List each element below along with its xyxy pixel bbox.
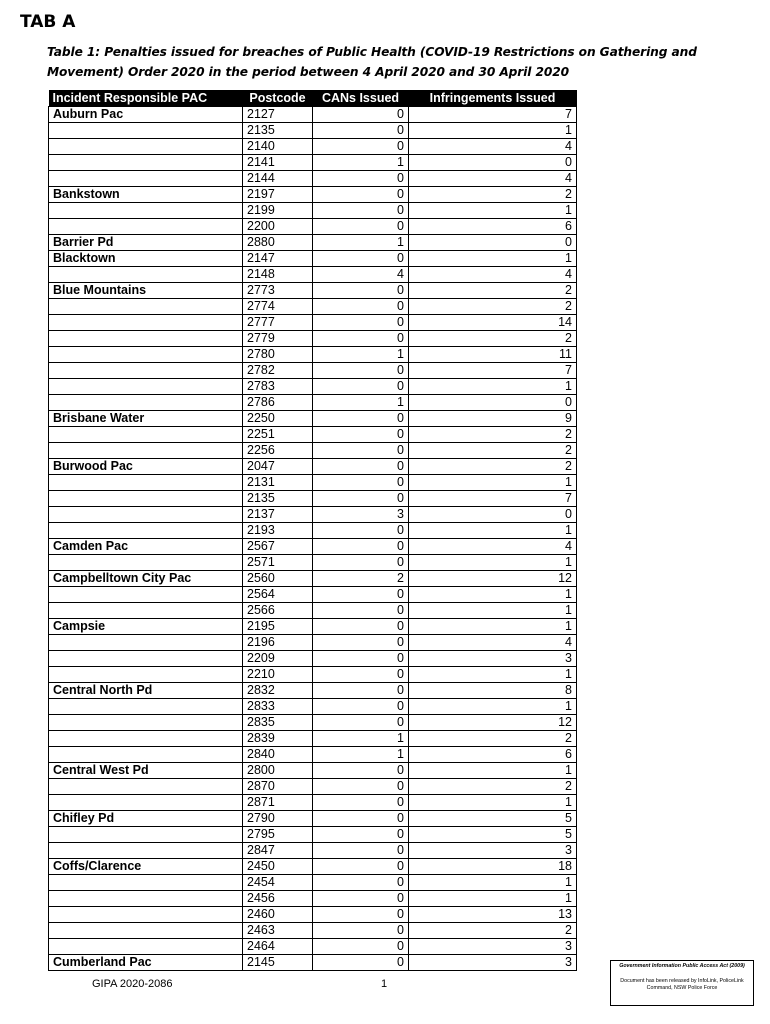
postcode-cell: 2835 xyxy=(243,715,313,731)
postcode-cell: 2463 xyxy=(243,923,313,939)
infringements-cell: 1 xyxy=(409,123,577,139)
postcode-cell: 2871 xyxy=(243,795,313,811)
table-row xyxy=(49,907,577,923)
postcode-cell: 2566 xyxy=(243,603,313,619)
table-row xyxy=(49,955,577,971)
table-row xyxy=(49,363,577,379)
pac-cell xyxy=(49,315,243,331)
pac-cell: Chifley Pd xyxy=(49,811,243,827)
header-infringements-issued: Infringements Issued xyxy=(409,90,577,107)
cans-cell: 0 xyxy=(313,619,409,635)
postcode-cell: 2140 xyxy=(243,139,313,155)
table-row xyxy=(49,203,577,219)
pac-cell xyxy=(49,443,243,459)
postcode-cell: 2564 xyxy=(243,587,313,603)
cans-cell: 0 xyxy=(313,683,409,699)
table-row xyxy=(49,843,577,859)
cans-cell: 1 xyxy=(313,731,409,747)
pac-cell xyxy=(49,843,243,859)
table-row xyxy=(49,603,577,619)
cans-cell: 0 xyxy=(313,187,409,203)
postcode-cell: 2786 xyxy=(243,395,313,411)
postcode-cell: 2832 xyxy=(243,683,313,699)
pac-cell: Blacktown xyxy=(49,251,243,267)
infringements-cell: 14 xyxy=(409,315,577,331)
infringements-cell: 2 xyxy=(409,779,577,795)
postcode-cell: 2795 xyxy=(243,827,313,843)
table-row xyxy=(49,155,577,171)
cans-cell: 0 xyxy=(313,827,409,843)
pac-cell xyxy=(49,891,243,907)
postcode-cell: 2460 xyxy=(243,907,313,923)
postcode-cell: 2790 xyxy=(243,811,313,827)
infringements-cell: 3 xyxy=(409,651,577,667)
cans-cell: 0 xyxy=(313,443,409,459)
infringements-cell: 1 xyxy=(409,251,577,267)
cans-cell: 0 xyxy=(313,923,409,939)
table-row xyxy=(49,875,577,891)
table-body xyxy=(49,107,577,971)
table-row xyxy=(49,347,577,363)
pac-cell xyxy=(49,827,243,843)
cans-cell: 0 xyxy=(313,635,409,651)
table-row xyxy=(49,379,577,395)
header-incident-pac: Incident Responsible PAC xyxy=(49,90,243,107)
postcode-cell: 2567 xyxy=(243,539,313,555)
postcode-cell: 2256 xyxy=(243,443,313,459)
pac-cell xyxy=(49,587,243,603)
infringements-cell: 2 xyxy=(409,923,577,939)
infringements-cell: 2 xyxy=(409,299,577,315)
table-row xyxy=(49,187,577,203)
infringements-cell: 6 xyxy=(409,219,577,235)
postcode-cell: 2777 xyxy=(243,315,313,331)
postcode-cell: 2200 xyxy=(243,219,313,235)
pac-cell xyxy=(49,155,243,171)
pac-cell xyxy=(49,299,243,315)
infringements-cell: 4 xyxy=(409,267,577,283)
pac-cell xyxy=(49,219,243,235)
infringements-cell: 8 xyxy=(409,683,577,699)
cans-cell: 0 xyxy=(313,779,409,795)
infringements-cell: 2 xyxy=(409,187,577,203)
pac-cell: Blue Mountains xyxy=(49,283,243,299)
cans-cell: 0 xyxy=(313,171,409,187)
postcode-cell: 2199 xyxy=(243,203,313,219)
pac-cell xyxy=(49,475,243,491)
postcode-cell: 2833 xyxy=(243,699,313,715)
table-row xyxy=(49,891,577,907)
table-row xyxy=(49,283,577,299)
infringements-cell: 3 xyxy=(409,939,577,955)
pac-cell xyxy=(49,331,243,347)
infringements-cell: 0 xyxy=(409,155,577,171)
cans-cell: 0 xyxy=(313,283,409,299)
pac-cell xyxy=(49,635,243,651)
pac-cell xyxy=(49,523,243,539)
table-row xyxy=(49,251,577,267)
postcode-cell: 2131 xyxy=(243,475,313,491)
infringements-cell: 4 xyxy=(409,635,577,651)
postcode-cell: 2148 xyxy=(243,267,313,283)
header-cans-issued: CANs Issued xyxy=(313,90,409,107)
cans-cell: 0 xyxy=(313,491,409,507)
gipa-reference: GIPA 2020-2086 xyxy=(92,978,173,990)
table-row xyxy=(49,747,577,763)
cans-cell: 0 xyxy=(313,795,409,811)
gipa-release-stamp xyxy=(610,960,754,1006)
infringements-cell: 7 xyxy=(409,363,577,379)
postcode-cell: 2783 xyxy=(243,379,313,395)
postcode-cell: 2571 xyxy=(243,555,313,571)
table-row xyxy=(49,795,577,811)
infringements-cell: 4 xyxy=(409,171,577,187)
postcode-cell: 2195 xyxy=(243,619,313,635)
table-row xyxy=(49,811,577,827)
pac-cell: Bankstown xyxy=(49,187,243,203)
pac-cell xyxy=(49,363,243,379)
cans-cell: 0 xyxy=(313,875,409,891)
table-row xyxy=(49,715,577,731)
table-header-row xyxy=(49,90,577,107)
cans-cell: 0 xyxy=(313,363,409,379)
infringements-cell: 2 xyxy=(409,283,577,299)
postcode-cell: 2047 xyxy=(243,459,313,475)
cans-cell: 0 xyxy=(313,603,409,619)
cans-cell: 1 xyxy=(313,235,409,251)
cans-cell: 0 xyxy=(313,107,409,123)
table-row xyxy=(49,763,577,779)
postcode-cell: 2773 xyxy=(243,283,313,299)
table-row xyxy=(49,315,577,331)
infringements-cell: 5 xyxy=(409,811,577,827)
cans-cell: 0 xyxy=(313,587,409,603)
infringements-cell: 13 xyxy=(409,907,577,923)
cans-cell: 4 xyxy=(313,267,409,283)
cans-cell: 0 xyxy=(313,907,409,923)
infringements-cell: 5 xyxy=(409,827,577,843)
infringements-cell: 2 xyxy=(409,731,577,747)
postcode-cell: 2127 xyxy=(243,107,313,123)
table-row xyxy=(49,939,577,955)
table-row xyxy=(49,555,577,571)
infringements-cell: 11 xyxy=(409,347,577,363)
table-row xyxy=(49,619,577,635)
table-row xyxy=(49,299,577,315)
table-row xyxy=(49,107,577,123)
postcode-cell: 2840 xyxy=(243,747,313,763)
table-row xyxy=(49,139,577,155)
pac-cell xyxy=(49,939,243,955)
table-row xyxy=(49,443,577,459)
table-row xyxy=(49,235,577,251)
cans-cell: 0 xyxy=(313,811,409,827)
infringements-cell: 1 xyxy=(409,523,577,539)
postcode-cell: 2193 xyxy=(243,523,313,539)
infringements-cell: 1 xyxy=(409,603,577,619)
table-row xyxy=(49,859,577,875)
pac-cell xyxy=(49,267,243,283)
postcode-cell: 2251 xyxy=(243,427,313,443)
table-row xyxy=(49,683,577,699)
postcode-cell: 2137 xyxy=(243,507,313,523)
postcode-cell: 2560 xyxy=(243,571,313,587)
postcode-cell: 2880 xyxy=(243,235,313,251)
postcode-cell: 2464 xyxy=(243,939,313,955)
infringements-cell: 1 xyxy=(409,875,577,891)
pac-cell xyxy=(49,731,243,747)
pac-cell xyxy=(49,667,243,683)
pac-cell xyxy=(49,715,243,731)
pac-cell: Central North Pd xyxy=(49,683,243,699)
infringements-cell: 2 xyxy=(409,443,577,459)
cans-cell: 0 xyxy=(313,411,409,427)
cans-cell: 0 xyxy=(313,763,409,779)
cans-cell: 0 xyxy=(313,843,409,859)
table-row xyxy=(49,667,577,683)
pac-cell xyxy=(49,347,243,363)
infringements-cell: 2 xyxy=(409,427,577,443)
postcode-cell: 2144 xyxy=(243,171,313,187)
pac-cell xyxy=(49,875,243,891)
infringements-cell: 1 xyxy=(409,667,577,683)
table-row xyxy=(49,427,577,443)
pac-cell xyxy=(49,555,243,571)
table-row xyxy=(49,219,577,235)
infringements-cell: 9 xyxy=(409,411,577,427)
postcode-cell: 2454 xyxy=(243,875,313,891)
postcode-cell: 2209 xyxy=(243,651,313,667)
postcode-cell: 2780 xyxy=(243,347,313,363)
cans-cell: 0 xyxy=(313,555,409,571)
postcode-cell: 2141 xyxy=(243,155,313,171)
pac-cell xyxy=(49,747,243,763)
cans-cell: 0 xyxy=(313,299,409,315)
cans-cell: 0 xyxy=(313,219,409,235)
page-number: 1 xyxy=(381,978,388,990)
cans-cell: 0 xyxy=(313,859,409,875)
pac-cell: Camden Pac xyxy=(49,539,243,555)
postcode-cell: 2135 xyxy=(243,123,313,139)
table-row xyxy=(49,491,577,507)
header-postcode: Postcode xyxy=(243,90,313,107)
table-row xyxy=(49,459,577,475)
cans-cell: 0 xyxy=(313,699,409,715)
pac-cell xyxy=(49,651,243,667)
table-row xyxy=(49,571,577,587)
cans-cell: 3 xyxy=(313,507,409,523)
postcode-cell: 2456 xyxy=(243,891,313,907)
gipa-stamp-title: Government Information Public Access Act (2009) xyxy=(619,963,745,969)
table-caption: Table 1: Penalties issued for breaches of Public Health (COVID-19 Restrictions on Gathering and Movement) Order 2020 in the period between 4 April 2020 and 30 April 2020 xyxy=(47,45,697,79)
table-row xyxy=(49,651,577,667)
infringements-cell: 4 xyxy=(409,139,577,155)
cans-cell: 2 xyxy=(313,571,409,587)
infringements-cell: 1 xyxy=(409,699,577,715)
pac-cell: Barrier Pd xyxy=(49,235,243,251)
postcode-cell: 2847 xyxy=(243,843,313,859)
infringements-cell: 4 xyxy=(409,539,577,555)
pac-cell xyxy=(49,795,243,811)
cans-cell: 0 xyxy=(313,523,409,539)
postcode-cell: 2779 xyxy=(243,331,313,347)
pac-cell: Auburn Pac xyxy=(49,107,243,123)
cans-cell: 0 xyxy=(313,475,409,491)
cans-cell: 0 xyxy=(313,539,409,555)
postcode-cell: 2839 xyxy=(243,731,313,747)
postcode-cell: 2450 xyxy=(243,859,313,875)
infringements-cell: 0 xyxy=(409,395,577,411)
pac-cell xyxy=(49,699,243,715)
pac-cell: Campsie xyxy=(49,619,243,635)
pac-cell xyxy=(49,603,243,619)
infringements-cell: 1 xyxy=(409,619,577,635)
table-row xyxy=(49,267,577,283)
postcode-cell: 2196 xyxy=(243,635,313,651)
pac-cell xyxy=(49,123,243,139)
infringements-cell: 6 xyxy=(409,747,577,763)
table-row xyxy=(49,507,577,523)
infringements-cell: 1 xyxy=(409,795,577,811)
cans-cell: 1 xyxy=(313,747,409,763)
postcode-cell: 2145 xyxy=(243,955,313,971)
postcode-cell: 2870 xyxy=(243,779,313,795)
infringements-cell: 12 xyxy=(409,715,577,731)
cans-cell: 1 xyxy=(313,395,409,411)
postcode-cell: 2782 xyxy=(243,363,313,379)
table-row xyxy=(49,171,577,187)
cans-cell: 0 xyxy=(313,427,409,443)
postcode-cell: 2250 xyxy=(243,411,313,427)
cans-cell: 0 xyxy=(313,939,409,955)
table-row xyxy=(49,923,577,939)
infringements-cell: 7 xyxy=(409,107,577,123)
infringements-cell: 2 xyxy=(409,331,577,347)
postcode-cell: 2197 xyxy=(243,187,313,203)
infringements-cell: 1 xyxy=(409,587,577,603)
cans-cell: 0 xyxy=(313,715,409,731)
cans-cell: 0 xyxy=(313,891,409,907)
cans-cell: 0 xyxy=(313,123,409,139)
pac-cell: Cumberland Pac xyxy=(49,955,243,971)
pac-cell xyxy=(49,139,243,155)
infringements-cell: 12 xyxy=(409,571,577,587)
infringements-cell: 1 xyxy=(409,891,577,907)
postcode-cell: 2774 xyxy=(243,299,313,315)
table-row xyxy=(49,699,577,715)
cans-cell: 0 xyxy=(313,203,409,219)
table-row xyxy=(49,827,577,843)
cans-cell: 1 xyxy=(313,155,409,171)
pac-cell xyxy=(49,379,243,395)
tab-heading: TAB A xyxy=(20,12,76,32)
pac-cell xyxy=(49,171,243,187)
cans-cell: 0 xyxy=(313,315,409,331)
table-row xyxy=(49,123,577,139)
table-row xyxy=(49,779,577,795)
pac-cell xyxy=(49,395,243,411)
infringements-cell: 0 xyxy=(409,507,577,523)
pac-cell: Brisbane Water xyxy=(49,411,243,427)
cans-cell: 0 xyxy=(313,251,409,267)
infringements-cell: 7 xyxy=(409,491,577,507)
infringements-cell: 3 xyxy=(409,955,577,971)
pac-cell xyxy=(49,427,243,443)
table-row xyxy=(49,411,577,427)
pac-cell xyxy=(49,203,243,219)
pac-cell: Central West Pd xyxy=(49,763,243,779)
cans-cell: 1 xyxy=(313,347,409,363)
infringements-cell: 1 xyxy=(409,475,577,491)
table-row xyxy=(49,539,577,555)
table-row xyxy=(49,331,577,347)
postcode-cell: 2800 xyxy=(243,763,313,779)
infringements-cell: 18 xyxy=(409,859,577,875)
pac-cell xyxy=(49,491,243,507)
table-row xyxy=(49,523,577,539)
postcode-cell: 2210 xyxy=(243,667,313,683)
infringements-cell: 1 xyxy=(409,555,577,571)
cans-cell: 0 xyxy=(313,459,409,475)
postcode-cell: 2147 xyxy=(243,251,313,267)
postcode-cell: 2135 xyxy=(243,491,313,507)
table-row xyxy=(49,395,577,411)
infringements-cell: 3 xyxy=(409,843,577,859)
cans-cell: 0 xyxy=(313,955,409,971)
pac-cell xyxy=(49,507,243,523)
gipa-stamp-note: Document has been released by InfoLink, PoliceLink Command, NSW Police Force xyxy=(620,978,744,991)
infringements-cell: 1 xyxy=(409,203,577,219)
table-row xyxy=(49,587,577,603)
pac-cell xyxy=(49,779,243,795)
cans-cell: 0 xyxy=(313,331,409,347)
pac-cell xyxy=(49,907,243,923)
pac-cell: Coffs/Clarence xyxy=(49,859,243,875)
table-row xyxy=(49,731,577,747)
infringements-cell: 0 xyxy=(409,235,577,251)
cans-cell: 0 xyxy=(313,651,409,667)
pac-cell: Burwood Pac xyxy=(49,459,243,475)
pac-cell: Campbelltown City Pac xyxy=(49,571,243,587)
cans-cell: 0 xyxy=(313,139,409,155)
cans-cell: 0 xyxy=(313,379,409,395)
cans-cell: 0 xyxy=(313,667,409,683)
table-row xyxy=(49,475,577,491)
infringements-cell: 2 xyxy=(409,459,577,475)
pac-cell xyxy=(49,923,243,939)
infringements-cell: 1 xyxy=(409,763,577,779)
table-row xyxy=(49,635,577,651)
infringements-cell: 1 xyxy=(409,379,577,395)
penalties-table xyxy=(48,90,577,971)
